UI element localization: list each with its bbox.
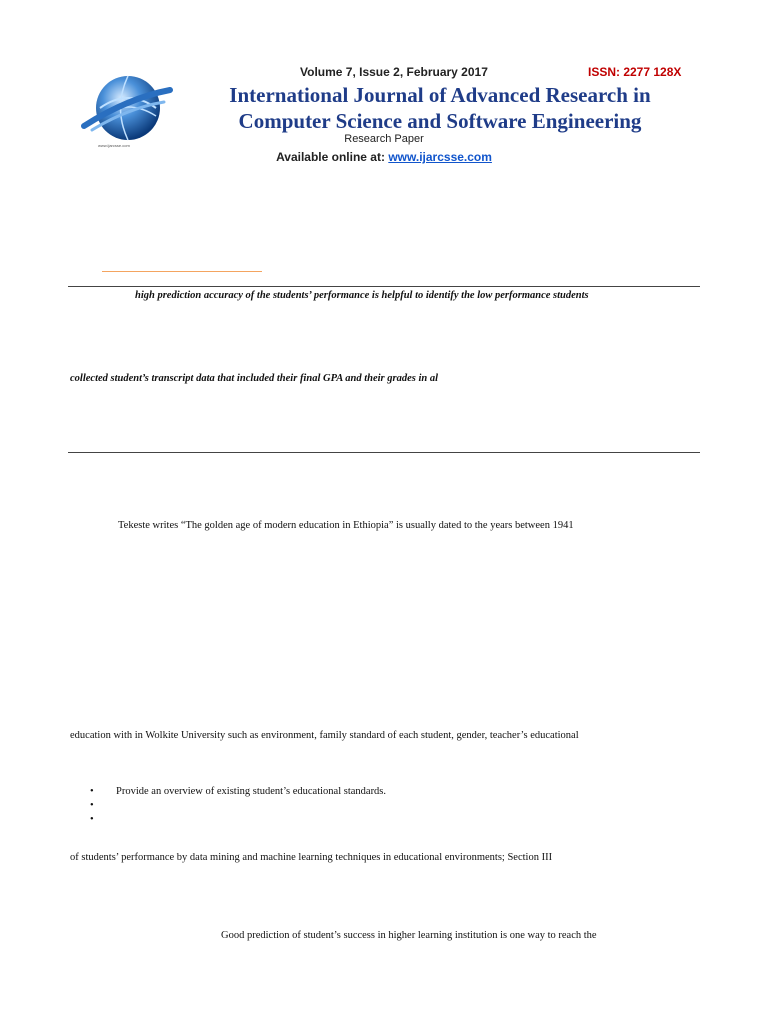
- list-item: [90, 799, 386, 813]
- abstract-line-1: high prediction accuracy of the students’ performance is helpful to identify the low performance students: [135, 290, 589, 301]
- body-paragraph-3: of students’ performance by data mining and machine learning techniques in educational environments; Section III: [70, 852, 553, 863]
- bullet-icon: •: [90, 786, 94, 797]
- list-item: [90, 813, 386, 827]
- list-item-text: Provide an overview of existing student’s educational standards.: [116, 786, 387, 797]
- availability: [0, 150, 768, 164]
- issn: ISSN: 2277 128X: [588, 65, 682, 79]
- objectives-list: [90, 785, 386, 827]
- logo-caption: www.ijarcsse.com: [98, 143, 130, 148]
- body-paragraph-2: education with in Wolkite University such as environment, family standard of each student, gender, teacher’s educational: [70, 730, 579, 741]
- journal-title: [160, 82, 720, 134]
- paper-type: Research Paper: [344, 133, 424, 145]
- journal-title-line1: International Journal of Advanced Research in: [229, 83, 651, 107]
- volume-issue: Volume 7, Issue 2, February 2017: [300, 65, 488, 79]
- bullet-icon: •: [90, 814, 94, 825]
- bullet-icon: •: [90, 800, 94, 811]
- journal-link[interactable]: www.ijarcsse.com: [388, 150, 492, 164]
- journal-title-line2: Computer Science and Software Engineering: [238, 109, 642, 133]
- body-paragraph-1: Tekeste writes “The golden age of modern education in Ethiopia” is usually dated to the years between 1941: [118, 520, 574, 531]
- list-item: [90, 785, 386, 799]
- abstract-top-rule: [68, 286, 700, 287]
- body-paragraph-4: Good prediction of student’s success in higher learning institution is one way to reach the: [221, 930, 597, 941]
- author-underline: [102, 271, 262, 272]
- abstract-bottom-rule: [68, 452, 700, 453]
- abstract-line-2: collected student’s transcript data that included their final GPA and their grades in al: [70, 373, 439, 384]
- available-label: Available online at:: [276, 150, 389, 164]
